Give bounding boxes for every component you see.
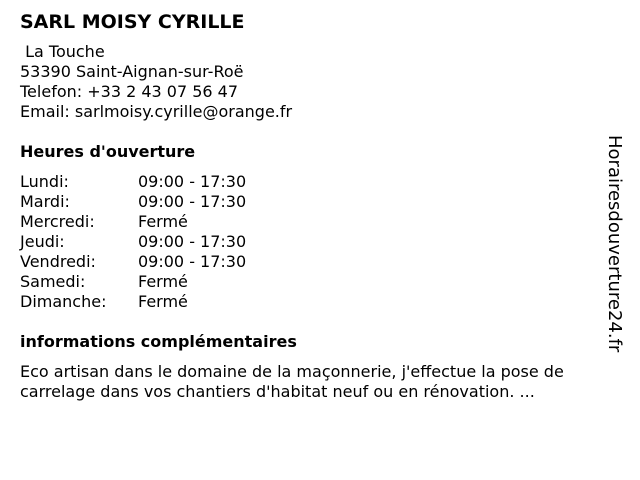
hours-time: 09:00 - 17:30 (138, 192, 247, 211)
hours-day: Mercredi: (20, 212, 95, 231)
hours-day: Mardi: (20, 192, 70, 211)
hours-time: Fermé (138, 292, 188, 311)
hours-day: Dimanche: (20, 292, 107, 311)
company-name: SARL MOISY CYRILLE (20, 11, 245, 33)
hours-time: Fermé (138, 272, 188, 291)
hours-day: Jeudi: (20, 232, 65, 251)
hours-day: Lundi: (20, 172, 69, 191)
hours-row-friday (20, 252, 600, 272)
email-line: Email: sarlmoisy.cyrille@orange.fr (20, 102, 293, 121)
hours-time: 09:00 - 17:30 (138, 252, 247, 271)
hours-row-tuesday (20, 192, 600, 212)
phone-line: Telefon: +33 2 43 07 56 47 (20, 82, 239, 101)
hours-row-thursday (20, 232, 600, 252)
address-line-1: La Touche (20, 42, 105, 61)
hours-title: Heures d'ouverture (20, 142, 196, 161)
hours-time: Fermé (138, 212, 188, 231)
hours-table (20, 172, 600, 312)
address-line-2: 53390 Saint-Aignan-sur-Roë (20, 62, 244, 81)
hours-row-wednesday (20, 212, 600, 232)
hours-day: Vendredi: (20, 252, 96, 271)
info-title: informations complémentaires (20, 332, 297, 351)
hours-row-monday (20, 172, 600, 192)
site-watermark: Horairesdouverture24.fr (604, 135, 625, 353)
hours-time: 09:00 - 17:30 (138, 172, 247, 191)
info-description: Eco artisan dans le domaine de la maçonnerie, j'effectue la pose de carrelage dans vos chantiers d'habitat neuf ou en rénovation. ... (20, 362, 564, 401)
hours-time: 09:00 - 17:30 (138, 232, 247, 251)
business-card (20, 10, 600, 402)
hours-row-sunday (20, 292, 600, 312)
hours-day: Samedi: (20, 272, 86, 291)
hours-row-saturday (20, 272, 600, 292)
